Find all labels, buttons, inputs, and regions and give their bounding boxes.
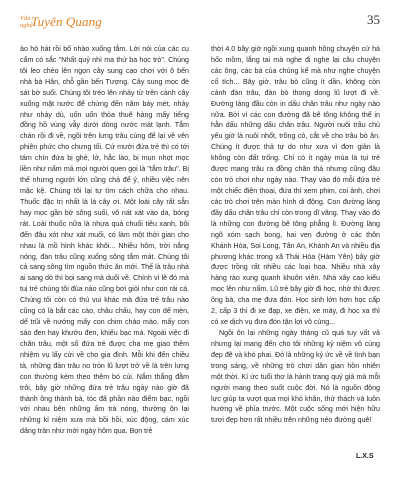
article-right-column: [211, 44, 380, 426]
logo-title: Tuyên Quang: [31, 14, 102, 29]
article-left-column: [20, 44, 189, 437]
right-column-paragraph-1: thời 4.0 bây giờ ngồi xung quanh hồng chuyện cứ há hốc mồm, lắng tai mà nghe đi nghe lại câu chuyện các ông, các bà của chúng kể mà như nghe chuyện cổ tích... Bây giờ, trâu bò cũng ít dần, không còn cảnh đàn trâu, đàn bò thong dong lũ lượt đi về. Đường làng đầu còn in dấu chân trâu như ngày nào nữa. Bởi vì các con đường đã bê tông không thể in hằn dấu những dấu chân trâu. Người nuôi trâu chủ yếu giờ là nuôi nhốt, trồng cỏ, cắt về cho trâu bò ăn. Chúng ít được thả tự do như xưa vì đơn giản là không còn đất trống. Chỉ có ít ngày mùa là tụi trẻ được mang trâu ra đồng chăn thả nhưng cũng đâu còn trò chơi như ngày nào. Thay vào đó mỗi đứa trẻ một chiếc điện thoại, đứa thì xem phim, coi ảnh, chơi các trò chơi trên màn hình di động. Con đường làng đầy dấu chân trâu chỉ còn trong dĩ vãng. Thay vào đó là những con đường bê tông phẳng lì. Đường làng ngõ xóm sạch bong, hai ven đường ở các thôn Khánh Hòa, Soi Long, Tân An, Khánh An và nhiều địa phương khác trong xã Thái Hòa (Hàm Yên) bây giờ được trồng rất nhiều các loại hoa. Nhiều nhà xây hàng rào xung quanh khuôn viên. Nhà xây cao kiểu mọc lên như nấm. Lũ trẻ bây giờ đi học, nhờ thì được ông bà, cha mẹ đưa đón. Học sinh lớn hơn học cấp 2, cấp 3 thì đi xe đạp, xe điện, xe máy, đi học xa thì có xe dịch vụ đưa đón tận lợi vô cùng...: [211, 45, 380, 327]
right-column-paragraph-2: Ngồi ôn lại những ngày tháng cũ quá tuy vất vả nhưng lại mang đến cho tôi những kỷ niệm vô cùng đẹp đẽ và khó phai. Đó là những kỷ ức về về tình bạn trong sáng, về những trò chơi dân gian hồn nhiên một thời. Kí ức tuổi thơ là hành trang quý giá mà mỗi người mang theo suốt cuộc đời. Nó là nguồn động lực giúp ta vượt qua mọi khó khăn, thử thách và luôn hướng về phía trước. Một cuộc sống mới hiện hữu tươi đẹp hơn rất nhiều trên những nẻo đường quê!: [211, 328, 380, 425]
logo-small-text-nghe: nghệ: [20, 22, 33, 29]
magazine-logo: [20, 12, 140, 38]
page-number: 35: [367, 12, 380, 27]
logo-small-text-van: Văn: [20, 15, 31, 22]
left-column-text: ào hò hát rồi bổ nhào xuống tắm. Lời nói của các cụ cẩm có sắc "Nhất quỷ nhì ma thứ ba học trò". Chúng tôi leo chéo lên ngọn cây sung cạo chơi với ô bến nhà bà Hân, chỗ gần bến Tượng. Cây sung mọc đè sát bờ suối. Chúng tôi trèo lên nhảy từ trên cành cây xuống mặt nước để chứng đến năm bảy mét, nhảy như nhảy dù, uốn uốn thỏa thuê hàng mấy tiếng đồng hồ vùng vẫy dưới dòng nước mát lạnh. Tắm chán rồi đi về, ngồi trên lưng trâu cùng để lại về vên phiên phức cho chưng tối. Cứ mười đứa trẻ thì có tới tám chín đứa bị ghẻ, lở, hắc lào, bị mụn nhọt mọc liền như nấm mả mọi người quen gọi là "tắm trâu". Bị thế nhưng người lớn cũng chả để ý, nhiều việc nên mặc kệ. Chúng tôi lại tự tìm cách chữa cho nhau. Thuốc đặc trị nhất là lá cây ơi. Một loài cây rất sẵn hay mọc gần bờ sông suối, vô nát xát vào da, bóng rát. Loài thuốc nữa là nhựa quả chuối tiêu xanh, bôi đến đâu xót như xát muối, có làm một thời gian cho nhau là mồ hình khác khôi... Nhiều hôm, trời nắng nóng, đàn trâu cũng xuống sông tắm mát. Chúng tôi cả sang sông tìm nguồn thức ăn mới. Thế là trâu nhà ai sang dò thì bọi sang mà duổi về. Chính vì lẽ đó mà tuị trẻ chúng tôi đùa nào cũng bơi giỏi như con rái cá. Chúng tôi còn có thú vui khác mà đứa trẻ trâu nào cũng có là bắt các cào, châu chấu, hay con dế mèn, dế trũi về nướng mấy con chim chào mào, mấy con sáo đen hay khướu đen, khiếu bạc má. Ngoài việc đi chăn trâu, một số đứa trẻ được cha mẹ giao thêm nhiệm vụ lấy cửi về cho gia đình. Mỗi khi đến chiều tà, những đàn trâu no tròn lũ lượt trở về là trên lưng con thường kèm theo thêm bó củi. Nắm thắng đằm trôi, bây giờ những đứa trẻ trâu ngày nào giờ đã thành ông thành bà, tóc đã phần nào điểm bạc, ngồi với nhau bên những ấm trà nóng, thường ôn lại những kỉ niệm xưa mà bồi hồi, xúc động, cảm xúc dâng tràn như mới ngày hôm qua. Bọn trẻ: [20, 45, 189, 436]
author-signature: L.X.S: [356, 453, 374, 460]
